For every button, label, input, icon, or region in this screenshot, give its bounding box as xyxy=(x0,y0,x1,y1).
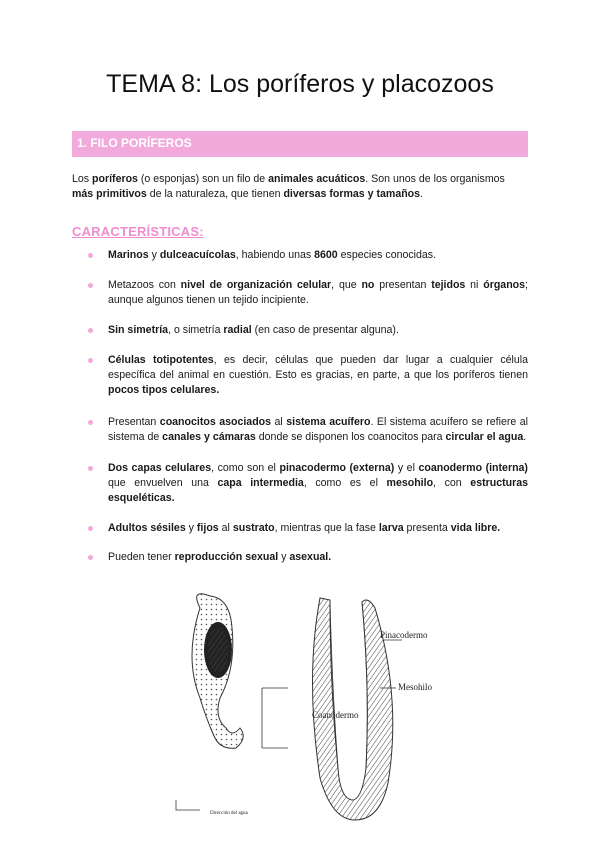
text: , es decir, células que pueden dar lugar a cualquier célula específica del animal en cuestión. Esto es gracias, en parte, a que los poríferos tienen xyxy=(108,354,528,381)
bold-text: estructuras esqueléticas. xyxy=(108,477,528,504)
text: y xyxy=(148,249,160,261)
intro-text: . Son unos de los organismos xyxy=(365,173,505,185)
bold-text: radial xyxy=(223,324,252,336)
text: ni xyxy=(465,279,484,291)
text: (en caso de presentar alguna). xyxy=(251,324,399,336)
list-item xyxy=(88,323,528,338)
text: presenta xyxy=(403,522,451,534)
text: especies conocidas. xyxy=(337,249,437,261)
bold-text: tejidos xyxy=(431,279,466,291)
list-item xyxy=(88,415,528,445)
bullet-icon xyxy=(88,555,93,560)
list-item xyxy=(88,461,528,506)
text: . El sistema acuífero se refiere al sistema de xyxy=(108,416,528,443)
bold-text: Adultos sésiles xyxy=(108,522,186,534)
small-sponge-drawing xyxy=(192,594,243,749)
bullet-icon xyxy=(88,358,93,363)
text: presentan xyxy=(374,279,432,291)
bold-text: Sin simetría xyxy=(108,324,169,336)
text: , que xyxy=(331,279,362,291)
list-item xyxy=(88,248,528,263)
characteristics-list xyxy=(88,248,528,565)
intro-bold: animales acuáticos xyxy=(268,173,366,185)
bold-text: pocos tipos celulares. xyxy=(108,384,220,396)
bold-text: Marinos xyxy=(108,249,149,261)
bold-text: órganos xyxy=(483,279,526,291)
text: donde se disponen los coanocitos para xyxy=(255,431,446,443)
text: Metazoos con xyxy=(108,279,181,291)
bold-text: no xyxy=(361,279,375,291)
list-item xyxy=(88,550,528,565)
bold-text: asexual. xyxy=(289,551,332,563)
characteristics-heading: CARACTERÍSTICAS: xyxy=(72,224,204,239)
bold-text: Células totipotentes xyxy=(108,354,214,366)
intro-text: . xyxy=(420,188,423,200)
text: , con xyxy=(433,477,471,489)
list-item xyxy=(88,353,528,398)
text: al xyxy=(218,522,233,534)
bullet-icon xyxy=(88,328,93,333)
text: al xyxy=(271,416,287,428)
intro-text: de la naturaleza, que tienen xyxy=(146,188,284,200)
label-direction: Dirección del agua xyxy=(210,811,248,816)
bullet-icon xyxy=(88,253,93,258)
bold-text: Dos capas celulares xyxy=(108,462,212,474)
text: , mientras que la fase xyxy=(274,522,379,534)
bold-text: reproducción sexual xyxy=(174,551,279,563)
intro-bold: diversas formas y tamaños xyxy=(283,188,421,200)
text: , como es el xyxy=(303,477,387,489)
label-coanodermo: Coanodermo xyxy=(312,710,359,720)
text: ; aunque algunos tienen un tejido incipiente. xyxy=(108,279,528,306)
bold-text: nivel de organización celular xyxy=(180,279,332,291)
label-pinacodermo: Pinacodermo xyxy=(380,630,428,640)
intro-text: Los xyxy=(72,173,93,185)
bold-text: pinacodermo (externa) xyxy=(279,462,395,474)
text: , como son el xyxy=(211,462,280,474)
intro-paragraph xyxy=(72,172,528,202)
text: , habiendo unas xyxy=(235,249,315,261)
section-header-label: 1. FILO PORÍFEROS xyxy=(77,136,192,150)
bold-text: vida libre. xyxy=(450,522,501,534)
page-title: TEMA 8: Los poríferos y placozoos xyxy=(106,70,494,98)
intro-bold: poríferos xyxy=(92,173,138,185)
bold-text: mesohilo xyxy=(386,477,434,489)
text: . xyxy=(523,431,527,443)
text: y xyxy=(185,522,197,534)
bold-text: larva xyxy=(378,522,404,534)
bold-text: capa intermedia xyxy=(217,477,304,489)
label-mesohilo: Mesohilo xyxy=(398,682,433,692)
intro-bold: más primitivos xyxy=(72,188,147,200)
bold-text: sustrato xyxy=(232,522,275,534)
text: Pueden tener xyxy=(108,551,175,563)
bold-text: circular el agua xyxy=(445,431,524,443)
list-item xyxy=(88,278,528,308)
text: Presentan xyxy=(108,416,160,428)
bold-text: canales y cámaras xyxy=(162,431,256,443)
text: y xyxy=(278,551,290,563)
intro-text: (o esponjas) son un filo de xyxy=(137,173,269,185)
bullet-icon xyxy=(88,420,93,425)
bullet-icon xyxy=(88,526,93,531)
text: y el xyxy=(394,462,419,474)
list-item xyxy=(88,521,528,536)
bullet-icon xyxy=(88,466,93,471)
bold-text: 8600 xyxy=(314,249,338,261)
bold-text: sistema acuífero xyxy=(286,416,371,428)
section-header-bar xyxy=(72,131,528,157)
sponge-illustration xyxy=(170,588,460,828)
bold-text: coanocitos asociados xyxy=(159,416,272,428)
bold-text: dulceacuícolas xyxy=(159,249,236,261)
text: , o simetría xyxy=(168,324,224,336)
bullet-icon xyxy=(88,283,93,288)
bold-text: coanodermo (interna) xyxy=(418,462,528,474)
bold-text: fijos xyxy=(196,522,219,534)
text: que envuelven una xyxy=(108,477,218,489)
